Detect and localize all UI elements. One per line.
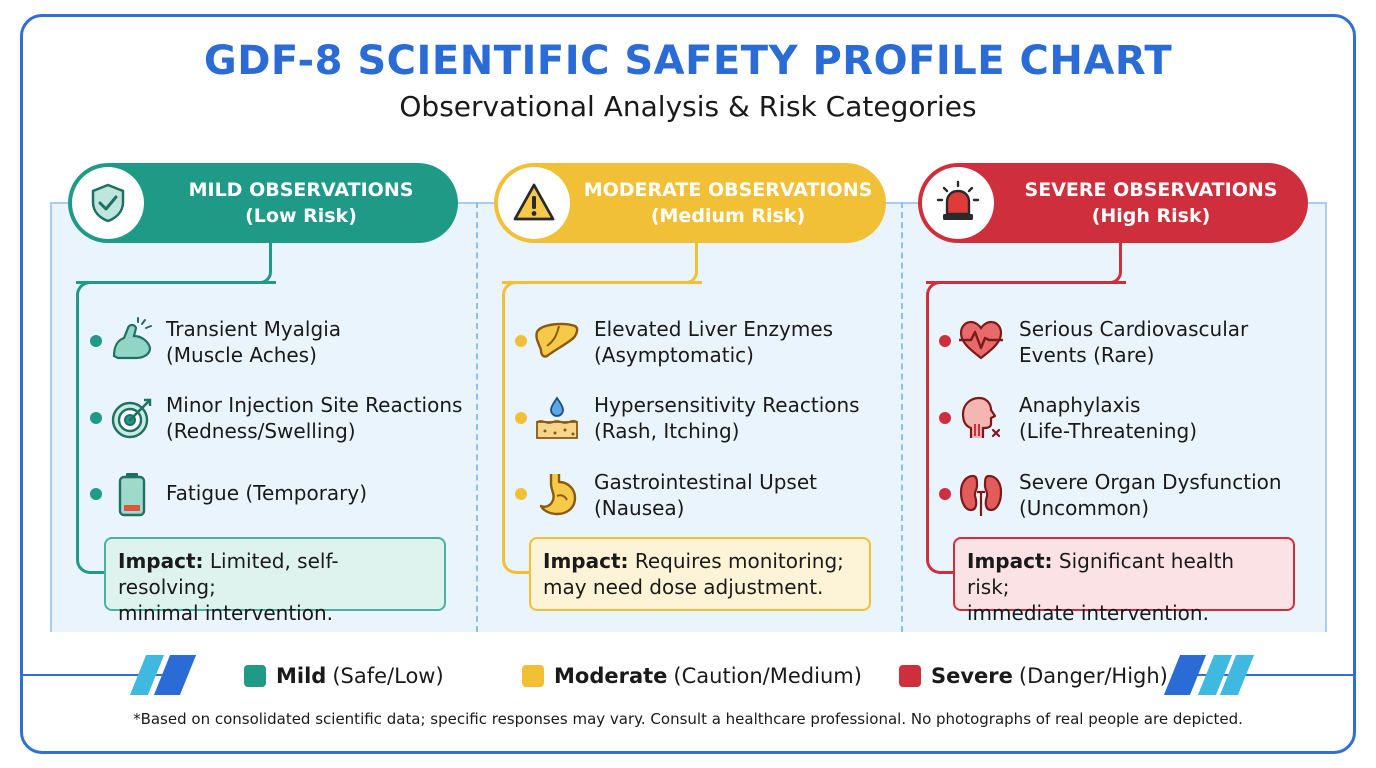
severe-connector-drop bbox=[926, 242, 1122, 284]
legend-swatch-mild bbox=[244, 665, 266, 687]
mild-header-title: MILD OBSERVATIONS bbox=[188, 179, 414, 201]
low-battery-icon bbox=[108, 470, 156, 518]
warning-triangle-icon bbox=[511, 180, 557, 226]
mild-item-dot bbox=[90, 488, 102, 500]
severe-header bbox=[918, 163, 1308, 243]
legend-item-mild: Mild (Safe/Low) bbox=[244, 662, 444, 690]
moderate-header-badge bbox=[498, 167, 570, 239]
moderate-connector-drop bbox=[502, 242, 698, 284]
moderate-item-dot bbox=[515, 488, 527, 500]
throat-swelling-icon bbox=[957, 394, 1005, 442]
mild-header-badge bbox=[72, 167, 144, 239]
severe-item-dot bbox=[939, 412, 951, 424]
mild-item-2: Minor Injection Site Reactions (Redness/Swelling) bbox=[166, 393, 463, 443]
severe-item-dot bbox=[939, 488, 951, 500]
moderate-item-3: Gastrointestinal Upset (Nausea) bbox=[594, 470, 817, 520]
legend-item-severe: Severe (Danger/High) bbox=[899, 662, 1168, 690]
column-divider-1 bbox=[476, 202, 478, 632]
severe-item-dot bbox=[939, 335, 951, 347]
severe-item-1: Serious Cardiovascular Events (Rare) bbox=[1019, 317, 1249, 367]
severe-header-risk: (High Risk) bbox=[1091, 205, 1211, 227]
mild-item-3: Fatigue (Temporary) bbox=[166, 481, 368, 505]
moderate-header-title: MODERATE OBSERVATIONS bbox=[583, 179, 873, 201]
moderate-item-1: Elevated Liver Enzymes (Asymptomatic) bbox=[594, 317, 834, 367]
stomach-icon bbox=[533, 470, 581, 518]
severe-item-2: Anaphylaxis (Life-Threatening) bbox=[1019, 393, 1198, 443]
moderate-item-dot bbox=[515, 335, 527, 347]
legend-swatch-moderate bbox=[522, 665, 544, 687]
moderate-connector-spine bbox=[502, 281, 532, 574]
mild-header bbox=[68, 163, 458, 243]
mild-header-risk: (Low Risk) bbox=[245, 205, 357, 227]
moderate-item-dot bbox=[515, 412, 527, 424]
severe-connector-top bbox=[926, 281, 1126, 284]
mild-connector-spine bbox=[76, 281, 106, 574]
heart-pulse-icon bbox=[957, 316, 1005, 364]
legend-swatch-severe bbox=[899, 665, 921, 687]
mild-item-dot bbox=[90, 412, 102, 424]
mild-impact-box: Impact: Limited, self-resolving; minimal intervention. bbox=[104, 537, 446, 611]
mild-item-1: Transient Myalgia (Muscle Aches) bbox=[166, 317, 341, 367]
page-title: GDF-8 SCIENTIFIC SAFETY PROFILE CHART bbox=[203, 38, 1173, 84]
liver-icon bbox=[533, 316, 581, 364]
moderate-connector-top bbox=[502, 281, 702, 284]
shield-check-icon bbox=[86, 181, 130, 225]
skin-drop-icon bbox=[533, 394, 581, 442]
severe-connector-spine bbox=[926, 281, 956, 574]
column-divider-2 bbox=[901, 202, 903, 632]
severe-impact-box: Impact: Significant health risk; immediate intervention. bbox=[953, 537, 1295, 611]
legend-item-moderate: Moderate (Caution/Medium) bbox=[522, 662, 862, 690]
severe-header-badge bbox=[922, 167, 994, 239]
moderate-header-risk: (Medium Risk) bbox=[650, 205, 806, 227]
footnote: *Based on consolidated scientific data; specific responses may vary. Consult a healthcare professional. No photographs of real people are depicted. bbox=[133, 710, 1243, 728]
severe-header-title: SEVERE OBSERVATIONS bbox=[1024, 179, 1278, 201]
severe-item-3: Severe Organ Dysfunction (Uncommon) bbox=[1019, 470, 1282, 520]
target-icon bbox=[108, 394, 156, 442]
flexed-arm-icon bbox=[108, 316, 156, 364]
moderate-header bbox=[494, 163, 886, 243]
moderate-item-2: Hypersensitivity Reactions (Rash, Itching) bbox=[594, 393, 860, 443]
kidneys-icon bbox=[957, 470, 1005, 518]
mild-connector-top bbox=[76, 281, 276, 284]
page-subtitle: Observational Analysis & Risk Categories bbox=[399, 90, 977, 123]
alarm-siren-icon bbox=[935, 180, 981, 226]
moderate-impact-box: Impact: Requires monitoring; may need dose adjustment. bbox=[529, 537, 871, 611]
mild-item-dot bbox=[90, 335, 102, 347]
mild-connector-drop bbox=[76, 242, 272, 284]
